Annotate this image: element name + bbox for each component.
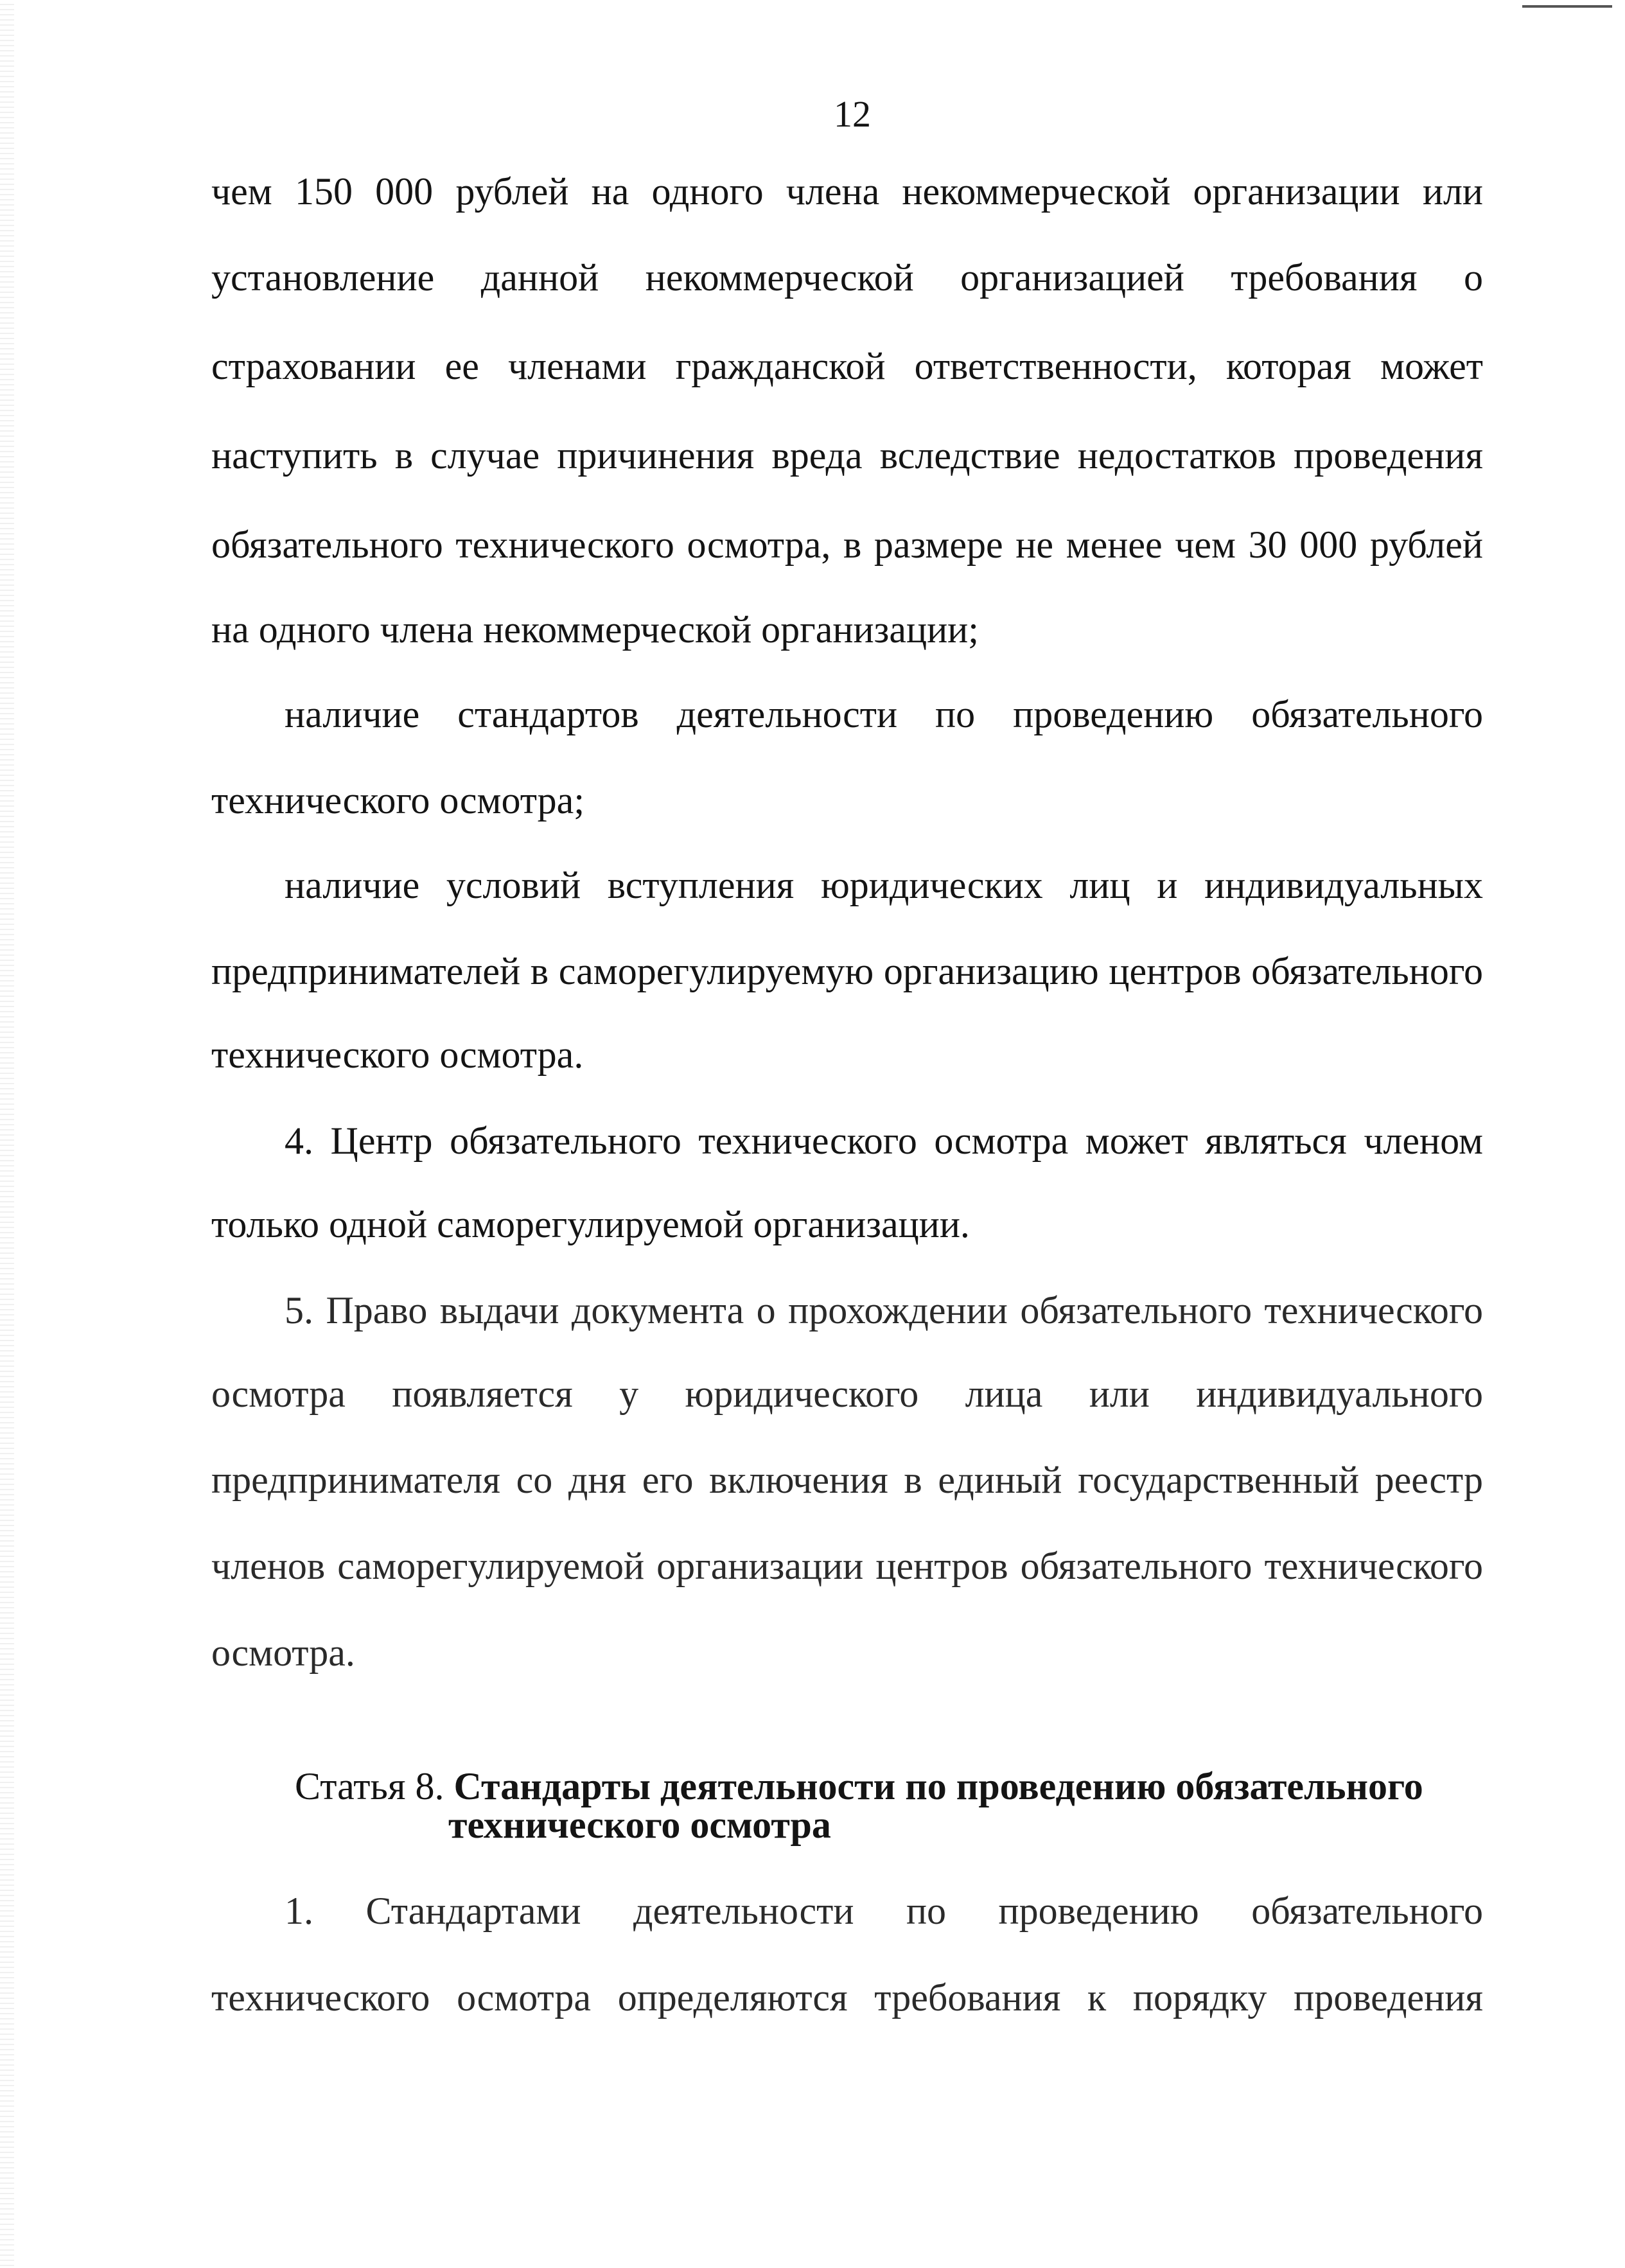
article-title: Стандарты деятельности по проведению обязательного — [453, 1765, 1423, 1807]
text-line: осмотра появляется у юридического лица или индивидуального — [211, 1373, 1483, 1415]
text-line: предпринимателя со дня его включения в единый государственный реестр — [211, 1459, 1483, 1501]
text-line: осмотра. — [211, 1631, 355, 1674]
text-line: технического осмотра. — [211, 1033, 584, 1076]
text-line: членов саморегулируемой организации центров обязательного технического — [211, 1545, 1483, 1587]
text-line: чем 150 000 рублей на одного члена некоммерческой организации или — [211, 170, 1483, 213]
text-line: предпринимателей в саморегулируемую организацию центров обязательного — [211, 950, 1483, 992]
text-line: обязательного технического осмотра, в размере не менее чем 30 000 рублей — [211, 523, 1483, 566]
text-line: страховании ее членами гражданской ответственности, которая может — [211, 345, 1483, 387]
text-line: только одной саморегулируемой организации. — [211, 1203, 970, 1245]
text-line: установление данной некоммерческой организацией требования о — [211, 256, 1483, 299]
text-line: технического осмотра определяются требования к порядку проведения — [211, 1976, 1483, 2019]
scan-mark — [1522, 5, 1612, 8]
text-line: на одного члена некоммерческой организации; — [211, 608, 979, 651]
text-line: 5. Право выдачи документа о прохождении обязательного технического — [285, 1289, 1483, 1332]
text-line: 1. Стандартами деятельности по проведению обязательного — [285, 1890, 1483, 1932]
page-number: 12 — [834, 93, 871, 135]
text-line: 4. Центр обязательного технического осмотра может являться членом — [285, 1120, 1483, 1162]
text-line: наступить в случае причинения вреда вследствие недостатков проведения — [211, 434, 1483, 477]
article-title-line2: технического осмотра — [448, 1804, 831, 1846]
text-line: наличие условий вступления юридических лиц и индивидуальных — [285, 864, 1483, 906]
scan-edge — [0, 0, 14, 2268]
text-line: технического осмотра; — [211, 779, 584, 822]
text-line: наличие стандартов деятельности по проведению обязательного — [285, 693, 1483, 735]
article-label: Статья 8. — [295, 1765, 444, 1807]
